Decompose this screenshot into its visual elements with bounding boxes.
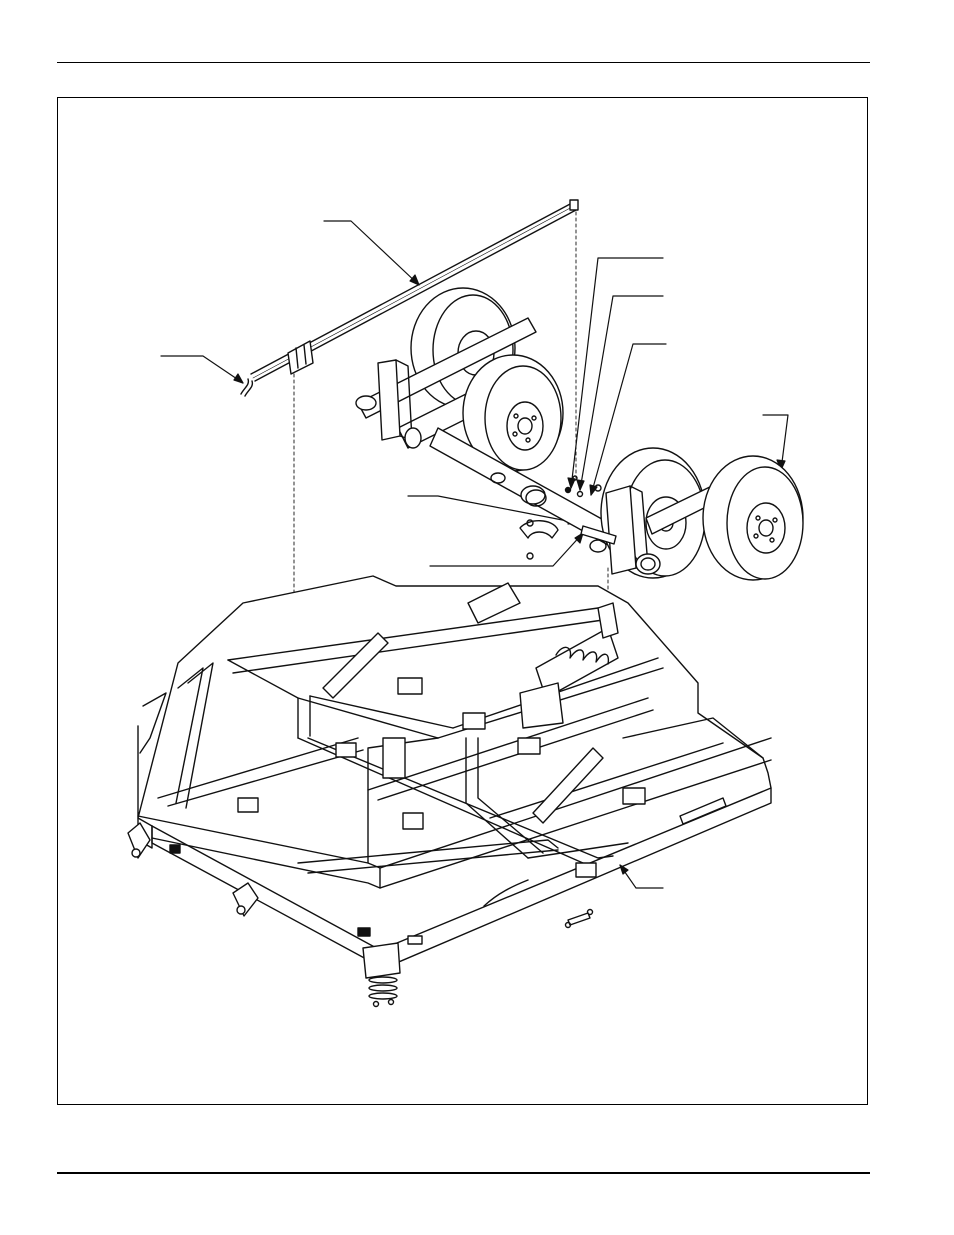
footer-rule bbox=[57, 1172, 870, 1174]
figure-frame bbox=[57, 97, 868, 1105]
mower-exploded-drawing bbox=[58, 98, 869, 1106]
header-rule bbox=[57, 62, 870, 63]
mower-deck bbox=[128, 576, 771, 1007]
